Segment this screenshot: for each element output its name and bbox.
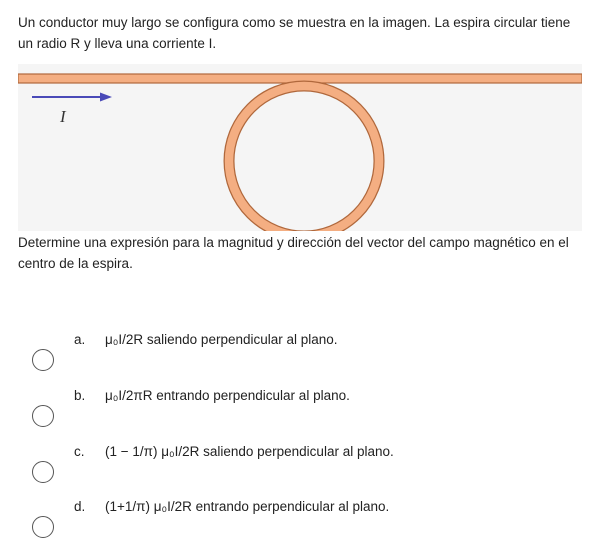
wire-loop	[229, 86, 379, 231]
option-a-text[interactable]: μ₀I/2R saliendo perpendicular al plano.	[105, 332, 338, 347]
wire-loop-figure	[18, 64, 582, 231]
current-arrow-head	[100, 93, 112, 102]
option-c-text[interactable]: (1 − 1/π) μ₀I/2R saliendo perpendicular al plano.	[105, 444, 394, 459]
question-prompt: Un conductor muy largo se configura como se muestra en la imagen. La espira circular tiene un radio R y lleva una corriente I.	[18, 15, 571, 51]
option-c[interactable]	[0, 444, 595, 484]
option-c-letter: c.	[74, 444, 85, 459]
option-d[interactable]	[0, 499, 595, 539]
radio-option-d[interactable]	[32, 516, 54, 538]
radio-option-c[interactable]	[32, 461, 54, 483]
radio-option-b[interactable]	[32, 405, 54, 427]
question-text: Determine una expresión para la magnitud y dirección del vector del campo magnético en el centro de la espira.	[18, 235, 569, 271]
option-b[interactable]	[0, 388, 595, 428]
option-d-text[interactable]: (1+1/π) μ₀I/2R entrando perpendicular al plano.	[105, 499, 390, 514]
option-b-text[interactable]: μ₀I/2πR entrando perpendicular al plano.	[105, 388, 350, 403]
option-d-letter: d.	[74, 499, 86, 514]
wire-loop-diagram	[18, 64, 582, 231]
option-a[interactable]	[0, 332, 595, 372]
option-b-letter: b.	[74, 388, 86, 403]
radio-option-a[interactable]	[32, 349, 54, 371]
current-label: I	[60, 107, 66, 126]
option-a-letter: a.	[74, 332, 86, 347]
